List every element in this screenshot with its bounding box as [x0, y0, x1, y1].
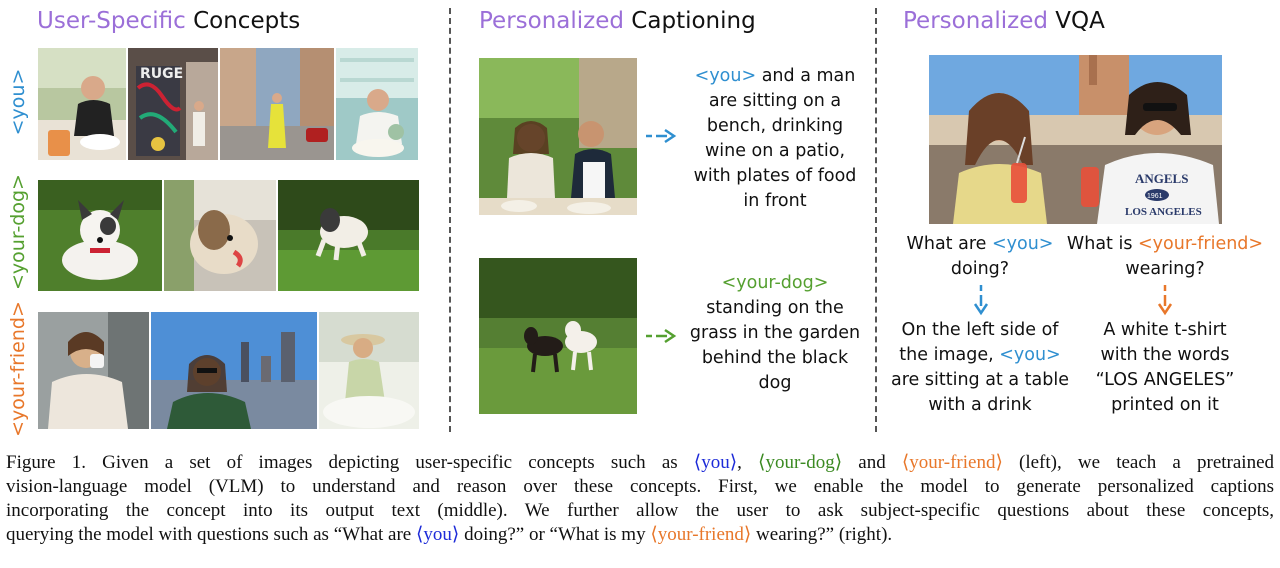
- friend-photo-3: [319, 312, 419, 429]
- a1-pre: the image,: [899, 345, 1000, 365]
- shirt-year-text: 1961: [1147, 193, 1163, 200]
- caption-l4a: querying the model with questions such as “What are: [6, 524, 416, 545]
- dog-photo-3: [278, 180, 419, 291]
- you-photo-1: [38, 48, 126, 160]
- caption-dog-token: ⟨your-dog⟩: [758, 452, 843, 473]
- caption-text-1: [680, 64, 870, 214]
- caption-line-4: [6, 523, 1274, 547]
- caption-arrow-2-icon: [645, 328, 677, 344]
- caption-friend-token-2: ⟨your-friend⟩: [650, 524, 752, 545]
- concept-label-you: <you>: [7, 68, 29, 136]
- vqa-answer-2: [1075, 318, 1255, 418]
- vqa-answer-1: [885, 318, 1075, 418]
- shirt-brand-text: ANGELS: [1135, 171, 1189, 186]
- caption1-line1: and a man: [756, 66, 856, 86]
- caption-line-3: incorporating the concept into its output text (middle). We further allow the user to ask subject-specific questions about these concepts,: [6, 500, 1274, 521]
- shirt-city-text: LOS ANGELES: [1125, 206, 1202, 218]
- vqa-question-1: [895, 232, 1065, 282]
- concept-label-friend: <your-friend>: [7, 301, 29, 437]
- caption-l1d: (left), we teach a pretrained: [1002, 452, 1275, 473]
- caption-you-token-2: ⟨you⟩: [415, 524, 460, 545]
- caption1-line5: with plates of food: [693, 166, 857, 186]
- caption-l4c: wearing?” (right).: [751, 524, 893, 545]
- you-photo-4: [336, 48, 418, 160]
- q1-pre: What are: [906, 234, 992, 254]
- middle-title-rest: Captioning: [624, 8, 756, 34]
- caption-l4b: doing?” or “What is my: [459, 524, 651, 545]
- vqa-arrow-1-icon: [973, 284, 989, 316]
- caption2-line4: behind the black: [701, 348, 849, 368]
- right-title-accent: Personalized: [903, 8, 1048, 34]
- caption-arrow-1-icon: [645, 128, 677, 144]
- right-title-rest: VQA: [1048, 8, 1105, 34]
- friend-photo-1: [38, 312, 149, 429]
- a2-line1: A white t-shirt: [1103, 320, 1227, 340]
- left-divider: [449, 8, 451, 432]
- q2-line2: wearing?: [1125, 259, 1205, 279]
- right-panel-title: [903, 8, 1105, 34]
- a1-concept: <you>: [999, 345, 1061, 365]
- q1-line2: doing?: [950, 259, 1010, 279]
- caption2-line2: standing on the: [706, 298, 844, 318]
- caption2-concept: <your-dog>: [721, 273, 829, 293]
- dog-photo-2: [164, 180, 276, 291]
- caption-photo-2: [479, 258, 637, 414]
- a1-line4: with a drink: [928, 395, 1032, 415]
- caption1-line6: in front: [743, 191, 807, 211]
- caption2-line3: grass in the garden: [689, 323, 861, 343]
- right-divider: [875, 8, 877, 432]
- caption2-line5: dog: [758, 373, 792, 393]
- shop-sign-text: RUGE: [140, 66, 184, 82]
- caption-l1c: and: [842, 452, 902, 473]
- left-panel-title: [37, 8, 300, 34]
- you-photo-2: [128, 48, 218, 160]
- caption1-line4: wine on a patio,: [704, 141, 846, 161]
- vqa-photo: [929, 55, 1222, 224]
- caption-l1b: ,: [737, 452, 759, 473]
- caption-you-token: ⟨you⟩: [693, 452, 738, 473]
- vqa-arrow-2-icon: [1157, 284, 1173, 316]
- caption-photo-1: [479, 58, 637, 215]
- left-title-rest: Concepts: [185, 8, 301, 34]
- left-title-accent: User-Specific: [37, 8, 186, 34]
- q2-concept: <your-friend>: [1138, 234, 1264, 254]
- figure-caption: [6, 451, 1274, 547]
- friend-photo-2: [151, 312, 317, 429]
- caption-l1a: Figure 1. Given a set of images depicting user-specific concepts such as: [6, 452, 694, 473]
- caption1-line3: bench, drinking: [706, 116, 844, 136]
- a2-line3: “LOS ANGELES”: [1095, 370, 1235, 390]
- middle-title-accent: Personalized: [479, 8, 624, 34]
- q1-concept: <you>: [991, 234, 1054, 254]
- middle-panel-title: [479, 8, 756, 34]
- vqa-question-2: [1060, 232, 1270, 282]
- a2-line4: printed on it: [1111, 395, 1219, 415]
- dog-photo-1: [38, 180, 162, 291]
- a1-line1: On the left side of: [901, 320, 1059, 340]
- caption-line-2: vision-language model (VLM) to understand and reason over these concepts. First, we enable the model to generate personalized captions: [6, 476, 1274, 497]
- a1-line3: are sitting at a table: [891, 370, 1069, 390]
- q2-pre: What is: [1066, 234, 1139, 254]
- concept-label-dog: <your-dog>: [7, 174, 29, 290]
- caption-text-2: [680, 271, 870, 396]
- a2-line2: with the words: [1100, 345, 1230, 365]
- caption-friend-token: ⟨your-friend⟩: [901, 452, 1003, 473]
- you-photo-3: [220, 48, 334, 160]
- caption1-concept: <you>: [694, 66, 757, 86]
- caption1-line2: are sitting on a: [708, 91, 842, 111]
- caption-line-1: [6, 451, 1274, 475]
